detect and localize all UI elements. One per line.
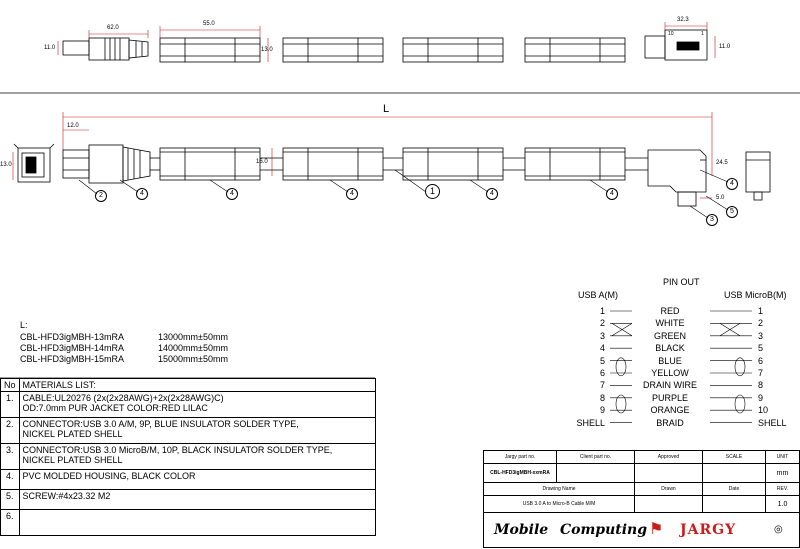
pin-color: YELLOW xyxy=(651,368,689,378)
pin-right: SHELL xyxy=(758,417,787,428)
pin-right: 6 xyxy=(758,355,764,366)
callout-3: 3 xyxy=(706,214,718,226)
pinout-table xyxy=(560,305,800,435)
micro-end-view xyxy=(746,152,770,200)
pinout-row xyxy=(560,305,800,317)
title-block: Jargy part no. Client part no. Approved SCALE UNIT CBL-HFD3igMBH-xxmRA mm Drawing Name Drawn Date REV. USB 3.0 A to Micro-B Cable M/M 1.0 Mobile Computing ⚑ JARGY ◎ xyxy=(483,450,800,548)
pin-right: 7 xyxy=(758,368,764,378)
length-row: CBL-HFD3igMBH-15mRA 15000mm±50mm xyxy=(20,354,228,364)
callout-4b: 4 xyxy=(226,188,238,200)
pinout-row xyxy=(560,367,800,379)
materials-row: 1. CABLE:UL20276 (2x(2x28AWG)+2x(2x28AWG)C) OD:7.0mm PUR JACKET COLOR:RED LILAC xyxy=(1,392,376,418)
side-micro-plug xyxy=(648,150,706,206)
pinout-row xyxy=(560,379,800,391)
pinout-title: PIN OUT xyxy=(663,277,700,287)
materials-row: 2. CONNECTOR:USB 3.0 A/M, 9P, BLUE INSULATOR SOLDER TYPE, NICKEL PLATED SHELL xyxy=(1,418,376,444)
callout-4c: 4 xyxy=(346,188,358,200)
pin-left: 7 xyxy=(599,380,605,391)
dim-micro-length: 32.3 xyxy=(677,17,689,23)
pin-left: SHELL xyxy=(576,417,605,428)
pin-color: DRAIN WIRE xyxy=(643,380,697,391)
jargy-part-no: CBL-HFD3igMBH-xxmRA xyxy=(484,464,557,483)
dim-plug-a-side: 13.0 xyxy=(0,162,12,168)
callout-4e: 4 xyxy=(606,188,618,200)
unit-value: mm xyxy=(766,464,800,483)
materials-title: MATERIALS LIST: xyxy=(19,379,375,392)
rev-value: 1.0 xyxy=(766,496,800,513)
length-row: CBL-HFD3igMBH-14mRA 14000mm±50mm xyxy=(20,343,228,353)
pin-right: 2 xyxy=(758,318,764,329)
pin-color: RED xyxy=(660,306,680,316)
mobile-logo: Mobile xyxy=(494,522,549,538)
dim-plug-a-width: 12.0 xyxy=(67,123,79,129)
computing-logo: Computing xyxy=(560,522,648,538)
pinout-row xyxy=(560,330,800,342)
pin-color: ORANGE xyxy=(650,405,690,416)
pin-color: BLUE xyxy=(658,355,682,366)
callout-5: 5 xyxy=(726,206,738,218)
materials-no-header: No xyxy=(1,379,20,392)
dim-plug-a-height: 11.0 xyxy=(44,45,56,51)
pinout-right-header: USB MicroB(M) xyxy=(724,290,787,300)
jargy-logo: JARGY xyxy=(680,522,737,538)
callout-4a: 4 xyxy=(136,188,148,200)
dim-segment-length: 55.0 xyxy=(203,21,215,27)
materials-row: 3. CONNECTOR:USB 3.0 MicroB/M, 10P, BLACK INSULATOR SOLDER TYPE, NICKEL PLATED SHELL xyxy=(1,444,376,470)
micro-pin-1-label: 1 xyxy=(701,31,704,37)
dim-micro-offset: 5.0 xyxy=(716,195,725,201)
pin-left: 3 xyxy=(599,330,605,341)
pinout-row xyxy=(560,342,800,354)
materials-row: 6. xyxy=(1,510,376,536)
dim-micro-height-2: 24.5 xyxy=(716,160,728,166)
materials-header-row xyxy=(1,379,376,392)
pin-right: 8 xyxy=(758,380,764,391)
overall-length-dim xyxy=(13,112,712,198)
pin-left: 5 xyxy=(599,355,605,366)
usb-a-front-face xyxy=(14,144,54,182)
pin-left: 1 xyxy=(599,306,605,316)
dim-segment-height: 13.0 xyxy=(261,47,273,53)
side-cable xyxy=(150,158,648,170)
micro-pin-10-label: 10 xyxy=(668,31,674,37)
top-micro-plug xyxy=(645,30,707,60)
pinout-row xyxy=(560,317,800,329)
materials-row: 5. SCREW:#4x23.32 M2 xyxy=(1,490,376,510)
callout-2: 2 xyxy=(95,190,107,202)
pin-right: 3 xyxy=(758,330,764,341)
top-usb-a-plug xyxy=(63,38,148,60)
callout-leaders xyxy=(79,170,728,218)
pin-right: 5 xyxy=(758,343,764,354)
callout-4f: 4 xyxy=(726,178,738,190)
pinout-left-header: USB A(M) xyxy=(578,290,619,300)
length-list xyxy=(20,332,228,365)
pin-color: BLACK xyxy=(655,343,685,354)
length-heading: L: xyxy=(20,320,28,330)
drawing-name: USB 3.0 A to Micro-B Cable M/M xyxy=(484,496,635,513)
pinout-row xyxy=(560,417,800,429)
pin-right: 10 xyxy=(758,405,769,416)
dim-plug-a-length: 62.0 xyxy=(107,25,119,31)
top-segments xyxy=(160,38,625,62)
side-segments xyxy=(160,148,625,180)
pin-left: 8 xyxy=(599,392,605,403)
runner-logo-icon: ⚑ xyxy=(649,521,664,538)
dim-overall-length: L xyxy=(383,103,390,115)
projection-symbol-icon: ◎ xyxy=(774,524,783,535)
pin-color: WHITE xyxy=(655,318,685,329)
pin-left: 4 xyxy=(599,343,605,354)
pinout-row xyxy=(560,404,800,416)
callout-4d: 4 xyxy=(486,188,498,200)
pin-left: 9 xyxy=(599,405,605,416)
pin-right: 9 xyxy=(758,392,764,403)
pin-color: BRAID xyxy=(656,417,684,428)
pin-left: 6 xyxy=(599,368,605,378)
pin-left: 2 xyxy=(599,318,605,329)
logo-cell xyxy=(484,513,800,548)
pin-color: GREEN xyxy=(653,330,686,341)
pin-right: 1 xyxy=(758,306,764,316)
dim-segment-height-2: 16.0 xyxy=(256,159,268,165)
side-usb-a-plug xyxy=(63,145,150,183)
materials-row: 4. PVC MOLDED HOUSING, BLACK COLOR xyxy=(1,470,376,490)
callout-1: 1 xyxy=(425,184,440,199)
length-row: CBL-HFD3igMBH-13mRA 13000mm±50mm xyxy=(20,332,228,342)
pin-color: PURPLE xyxy=(651,392,688,403)
pinout-row xyxy=(560,355,800,367)
dim-micro-height: 11.0 xyxy=(719,44,731,50)
pinout-row xyxy=(560,392,800,404)
materials-table xyxy=(0,378,376,536)
